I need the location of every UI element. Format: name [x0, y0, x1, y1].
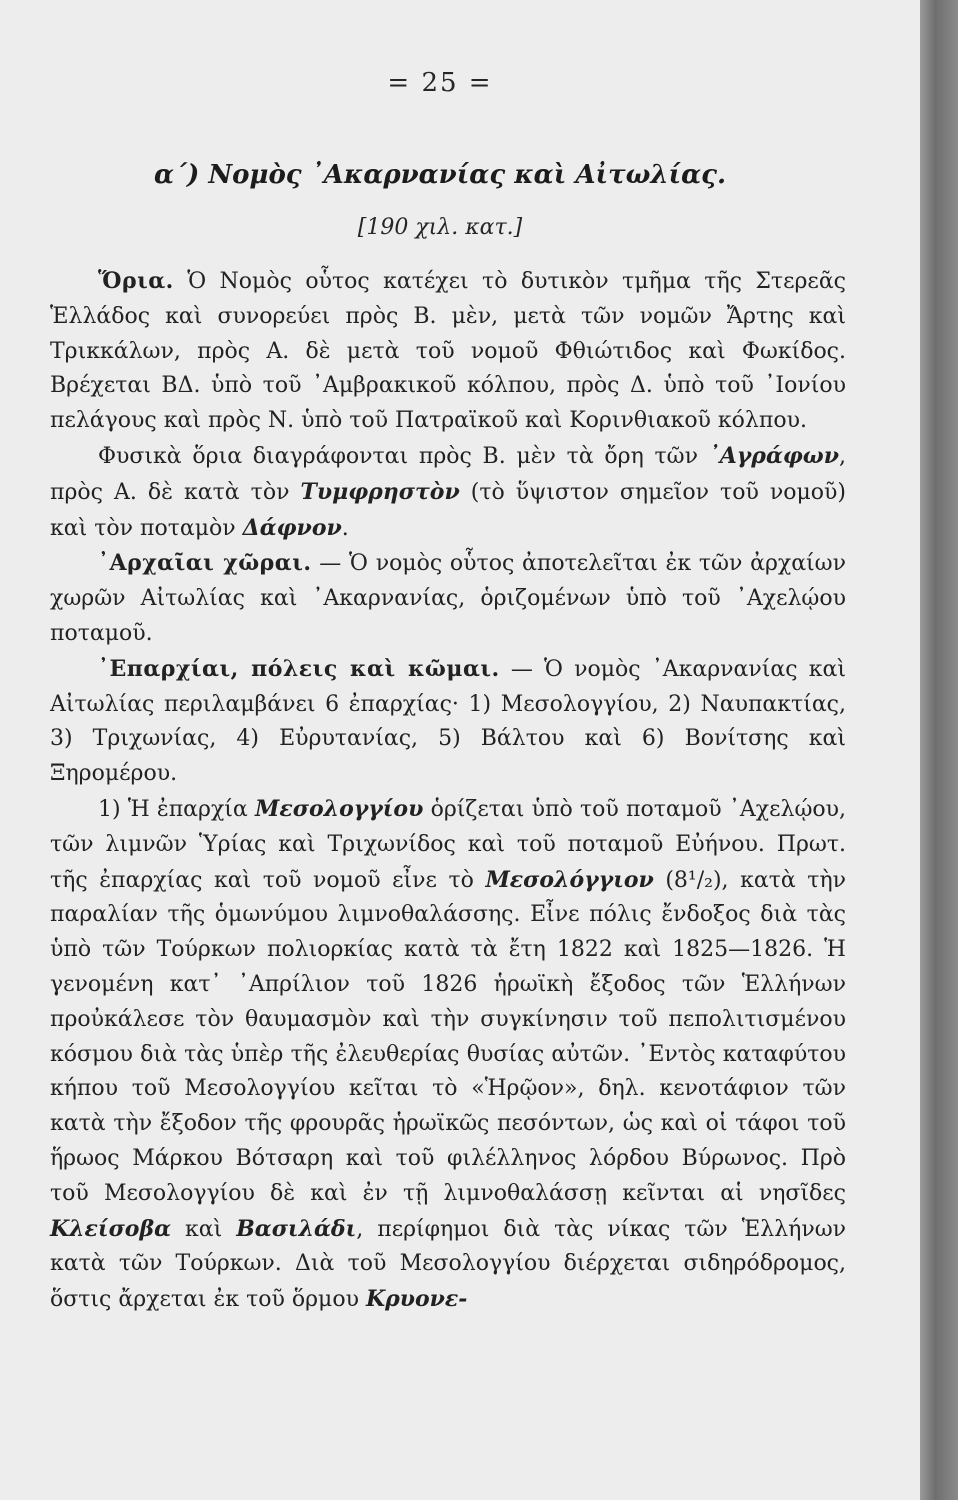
text-run: .	[341, 515, 349, 541]
text-run: 1) Ἡ ἐπαρχία	[98, 796, 256, 822]
emphasis-kleisova: Κλείσοβα	[50, 1215, 171, 1242]
text-run: (τὸ ὕψιστον σημεῖον τοῦ νομοῦ) καὶ τὸν ποταμὸν	[50, 479, 846, 541]
paragraph-borders	[50, 264, 846, 439]
body-text	[50, 264, 846, 1318]
text-run: (8¹/₂), κατὰ τὴν παραλίαν τῆς ὁμωνύμου λιμνοθαλάσσης. Εἶνε πόλις ἔνδοξος διὰ τὰς ὑπὸ τῶν Τούρκων πολιορκίας κατὰ τὰ ἔτη 1822 καὶ 1825—1826. Ἡ γενομένη κατ᾿ ᾿Απρίλιον τοῦ 1826 ἡρωϊκὴ ἔξοδος τῶν Ἑλλήνων προὐκάλεσε τὸν θαυμασμὸν καὶ τὴν συγκίνησιν τοῦ πεπολιτισμένου κόσμου διὰ τὰς ὑπὲρ τῆς ἐλευθερίας θυσίας αὐτῶν. ᾿Εντὸς καταφύτου κήπου τοῦ Μεσολογγίου κεῖται τὸ «Ἡρῷον», δηλ. κενοτάφιον τῶν κατὰ τὴν ἔξοδον τῆς φρουρᾶς ἡρωϊκῶς πεσόντων, ὡς καὶ οἱ τάφοι τοῦ ἥρωος Μάρκου Βότσαρη καὶ τοῦ φιλέλληνος λόρδου Βύρωνος. Πρὸ τοῦ Μεσολογγίου δὲ καὶ ἐν τῇ λιμνοθαλάσσῃ κεῖνται αἱ νησῖδες	[50, 867, 846, 1206]
paragraph-text: Ὁ Νομὸς οὗτος κατέχει τὸ δυτικὸν τμῆμα τῆς Στερεᾶς Ἑλλάδος καὶ συνορεύει πρὸς Β. μὲν, μετὰ τῶν νομῶν Ἄρτης καὶ Τρικκάλων, πρὸς Α. δὲ μετὰ τοῦ νομοῦ Φθιώτιδος καὶ Φωκίδος. Βρέχεται ΒΔ. ὑπὸ τοῦ ᾿Αμβρακικοῦ κόλπου, πρὸς Δ. ὑπὸ τοῦ ᾿Ιονίου πελάγους καὶ πρὸς Ν. ὑπὸ τοῦ Πατραϊκοῦ καὶ Κορινθιακοῦ κόλπου.	[50, 269, 846, 434]
page-number: = 25 =	[387, 68, 493, 98]
text-run: , πρὸς Α. δὲ κατὰ τὸν	[50, 443, 846, 505]
emphasis-agrafa: ᾿Αγράφων	[708, 442, 839, 469]
emphasis-mesolongiou: Μεσολογγίου	[255, 795, 424, 822]
area-note: [190 χιλ. κατ.]	[357, 215, 523, 240]
book-edge	[920, 0, 958, 1500]
paragraph-provinces	[50, 652, 846, 792]
section-heading: α΄) Νομὸς ᾿Ακαρνανίας καὶ Αἰτωλίας.	[153, 160, 727, 190]
text-run: καὶ	[171, 1216, 237, 1242]
paragraph-text: — Ὁ νομὸς ᾿Ακαρνανίας καὶ Αἰτωλίας περιλαμβάνει 6 ἐπαρχίας· 1) Μεσολογγίου, 2) Ναυπακτίας, 3) Τριχωνίας, 4) Εὐρυτανίας, 5) Βάλτου καὶ 6) Βονίτσης καὶ Ξηρομέρου.	[50, 656, 846, 787]
emphasis-dafnos: Δάφνον	[242, 514, 342, 541]
emphasis-kryoneri: Κρυονε-	[365, 1286, 468, 1313]
paragraph-text: — Ὁ νομὸς οὗτος ἀποτελεῖται ἐκ τῶν ἀρχαίων χωρῶν Αἰτωλίας καὶ ᾿Ακαρνανίας, ὁριζομένων ὑπὸ τοῦ ᾿Αχελῴου ποταμοῦ.	[50, 551, 846, 646]
emphasis-tymfristos: Τυμφρηστὸν	[300, 478, 460, 505]
text-run: Φυσικὰ ὅρια διαγράφονται πρὸς Β. μὲν τὰ ὄρη τῶν	[98, 443, 709, 469]
text-run: , περίφημοι διὰ τὰς νίκας τῶν Ἑλλήνων κατὰ τῶν Τούρκων. Διὰ τοῦ Μεσολογγίου διέρχεται σιδηρόδρομος, ὅστις ἄρχεται ἐκ τοῦ ὅρμου	[50, 1216, 847, 1313]
emphasis-mesolongion: Μεσολόγγιον	[485, 866, 654, 893]
paragraph-mesolongi	[50, 792, 846, 1318]
paragraph-ancient-lands	[50, 546, 846, 651]
text-run: ὁρίζεται ὑπὸ τοῦ ποταμοῦ ᾿Αχελῴου, τῶν λιμνῶν Ὑρίας καὶ Τριχωνίδος καὶ τοῦ ποταμοῦ Εὐήνου. Πρωτ. τῆς ἐπαρχίας καὶ τοῦ νομοῦ εἶνε τὸ	[50, 796, 846, 893]
paragraph-natural-borders	[50, 439, 846, 546]
paragraph-label: ᾿Αρχαῖαι χῶραι.	[98, 550, 312, 577]
paragraph-label: Ὅρια.	[98, 268, 174, 294]
emphasis-vasiladi: Βασιλάδι	[236, 1215, 357, 1242]
paragraph-label: ᾿Επαρχίαι, πόλεις καὶ κῶμαι.	[98, 655, 500, 682]
